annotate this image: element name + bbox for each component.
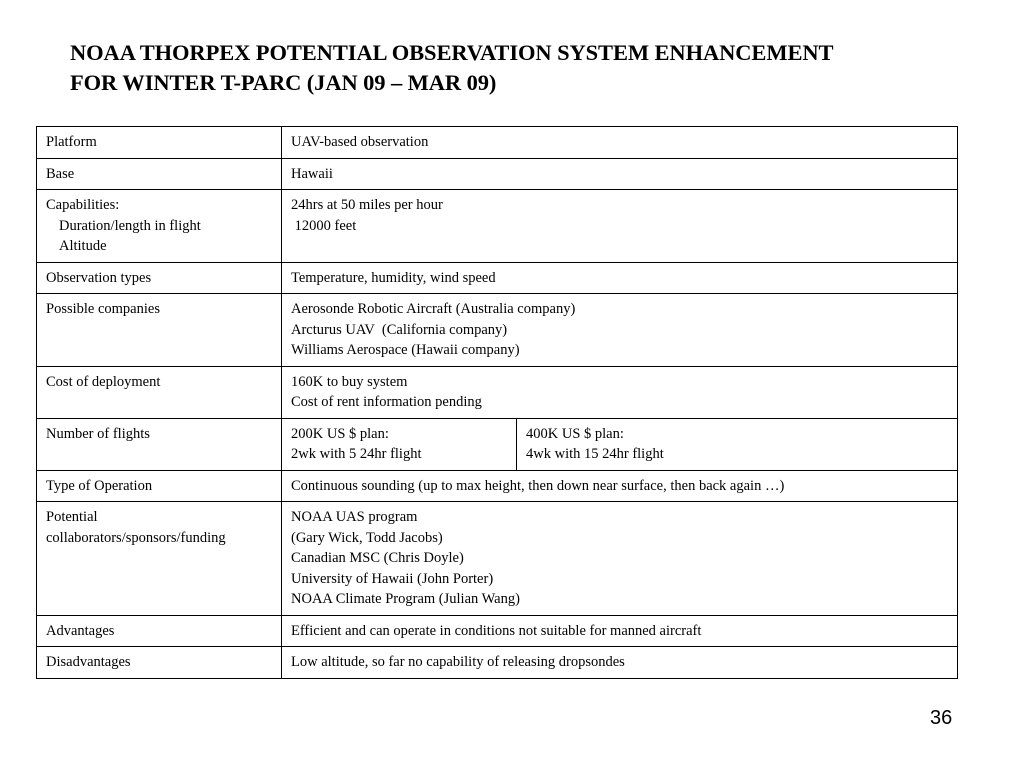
table-row-number-of-flights <box>37 418 958 470</box>
disadvantages-value: Low altitude, so far no capability of releasing dropsondes <box>282 647 958 679</box>
cost-of-deployment-value-cell <box>282 366 958 418</box>
collaborator-item: NOAA UAS program <box>291 509 418 525</box>
company-item: Williams Aerospace (Hawaii company) <box>291 342 520 358</box>
observation-system-table <box>36 126 958 679</box>
potential-collaborators-label-cell <box>37 502 282 616</box>
cost-item: 160K to buy system <box>291 373 408 390</box>
plan-200k-title: 200K US $ plan: <box>291 425 389 442</box>
cost-item: Cost of rent information pending <box>291 394 482 410</box>
capabilities-duration-value: 24hrs at 50 miles per hour <box>291 197 443 213</box>
table-row-platform <box>37 127 958 159</box>
capabilities-altitude-label: Altitude <box>59 238 107 254</box>
table-row-observation-types <box>37 262 958 294</box>
flights-plan-200k-cell <box>282 418 517 470</box>
plan-400k-title: 400K US $ plan: <box>526 425 624 442</box>
type-of-operation-label: Type of Operation <box>37 470 282 502</box>
observation-types-value: Temperature, humidity, wind speed <box>282 262 958 294</box>
base-label: Base <box>37 158 282 190</box>
platform-label: Platform <box>37 127 282 159</box>
table-row-capabilities <box>37 190 958 263</box>
cost-of-deployment-label: Cost of deployment <box>37 366 282 418</box>
collaborator-item: (Gary Wick, Todd Jacobs) <box>291 529 443 546</box>
page-number: 36 <box>930 707 953 729</box>
slide-title-line-2: FOR WINTER T-PARC (JAN 09 – MAR 09) <box>70 70 497 95</box>
company-item: Arcturus UAV (California company) <box>291 321 508 338</box>
potential-collaborators-label-1: Potential <box>46 509 98 525</box>
slide-title-line-1: NOAA THORPEX POTENTIAL OBSERVATION SYSTEM ENHANCEMENT <box>70 40 834 65</box>
slide-title <box>70 38 970 98</box>
flights-plan-400k-cell <box>517 418 958 470</box>
table-row-potential-collaborators <box>37 502 958 616</box>
advantages-label: Advantages <box>37 615 282 647</box>
observation-types-label: Observation types <box>37 262 282 294</box>
capabilities-altitude-value: 12000 feet <box>291 217 357 234</box>
possible-companies-label: Possible companies <box>37 294 282 367</box>
table-row-base <box>37 158 958 190</box>
number-of-flights-label: Number of flights <box>37 418 282 470</box>
table-row-possible-companies <box>37 294 958 367</box>
capabilities-label: Capabilities: <box>46 197 120 213</box>
platform-value: UAV-based observation <box>282 127 958 159</box>
potential-collaborators-label-2: collaborators/sponsors/funding <box>46 529 226 546</box>
table-row-disadvantages <box>37 647 958 679</box>
capabilities-value-cell <box>282 190 958 263</box>
plan-400k-detail: 4wk with 15 24hr flight <box>526 446 664 462</box>
potential-collaborators-value-cell <box>282 502 958 616</box>
disadvantages-label: Disadvantages <box>37 647 282 679</box>
type-of-operation-value: Continuous sounding (up to max height, then down near surface, then back again …) <box>282 470 958 502</box>
table-row-cost-of-deployment <box>37 366 958 418</box>
collaborator-item: NOAA Climate Program (Julian Wang) <box>291 591 520 607</box>
capabilities-label-cell <box>37 190 282 263</box>
collaborator-item: University of Hawaii (John Porter) <box>291 570 494 587</box>
advantages-value: Efficient and can operate in conditions not suitable for manned aircraft <box>282 615 958 647</box>
company-item: Aerosonde Robotic Aircraft (Australia company) <box>291 301 576 317</box>
collaborator-item: Canadian MSC (Chris Doyle) <box>291 550 464 566</box>
capabilities-duration-label: Duration/length in flight <box>59 217 201 234</box>
table-row-advantages <box>37 615 958 647</box>
base-value: Hawaii <box>282 158 958 190</box>
plan-200k-detail: 2wk with 5 24hr flight <box>291 446 422 462</box>
table-row-type-of-operation <box>37 470 958 502</box>
possible-companies-value-cell <box>282 294 958 367</box>
